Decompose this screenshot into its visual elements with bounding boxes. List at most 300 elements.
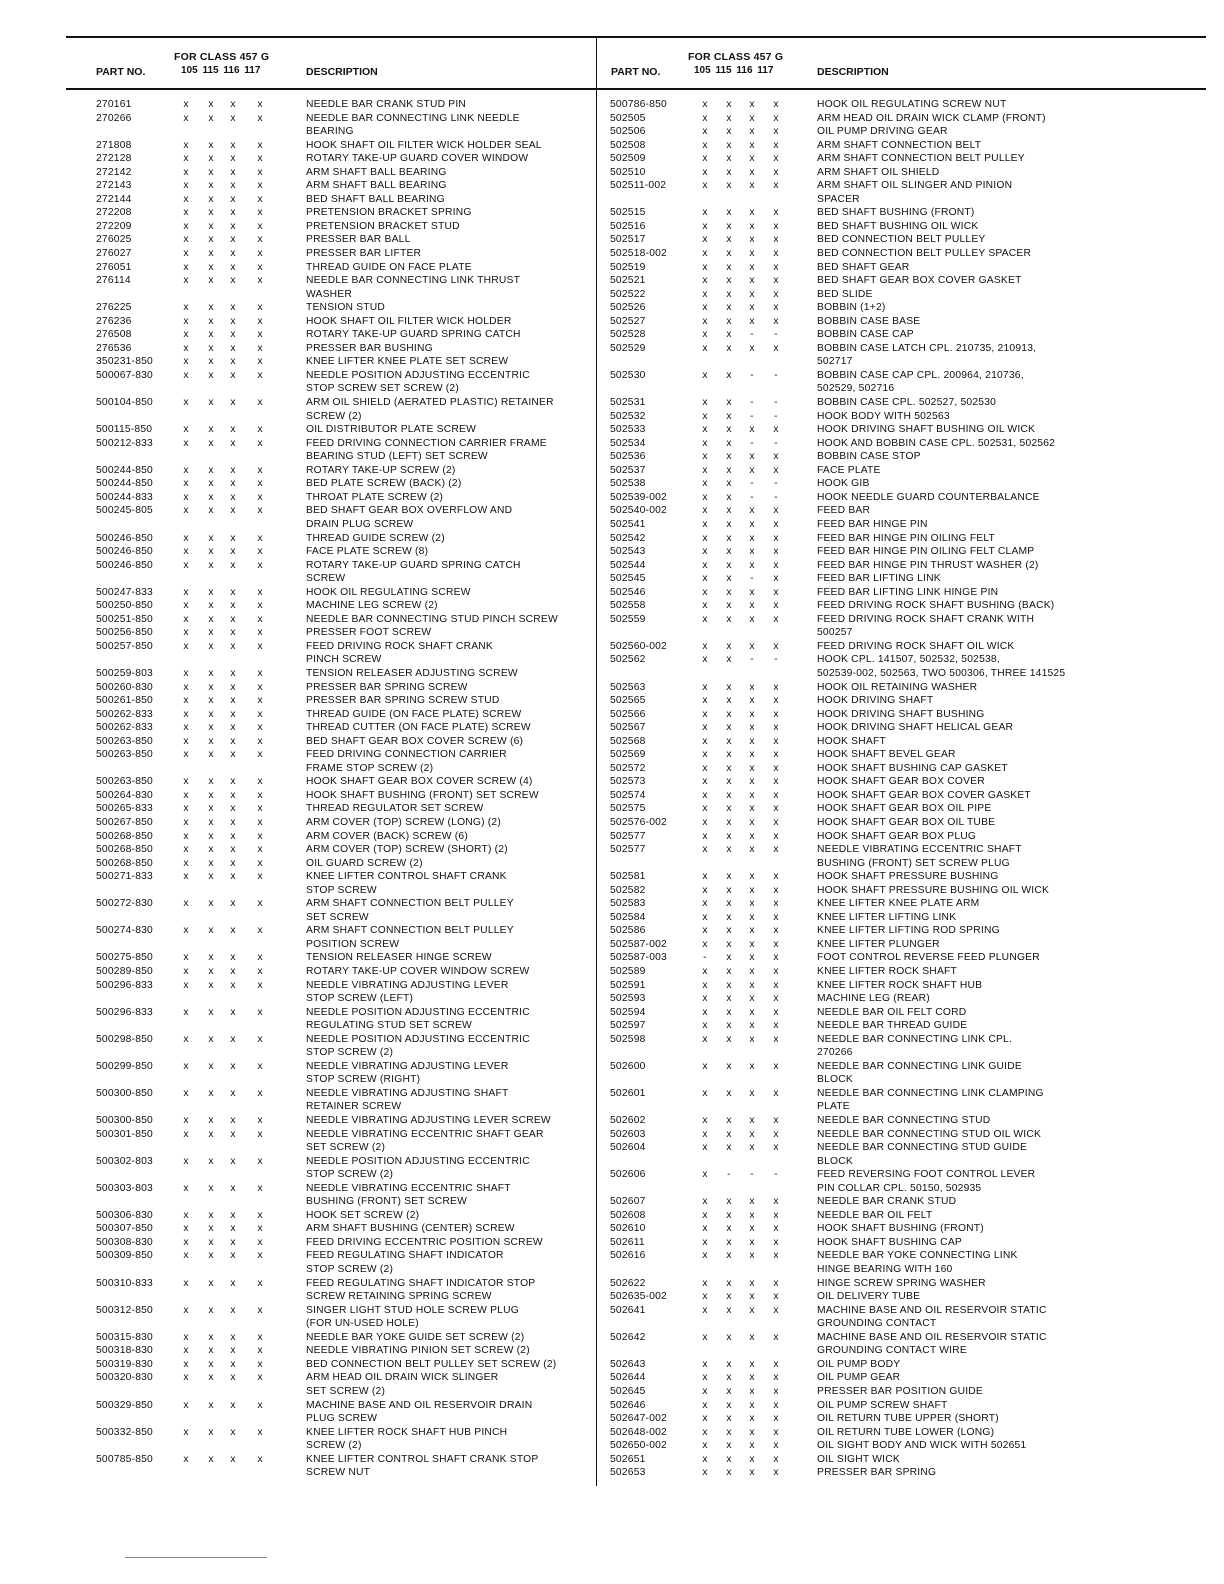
part-description: ARM SHAFT CONNECTION BELT PULLEY (306, 925, 514, 937)
class-mark: x (749, 938, 755, 950)
part-number: 502622 (610, 1277, 646, 1289)
class-mark: x (749, 722, 755, 734)
part-number: 500786-850 (610, 99, 667, 110)
class-mark: x (257, 857, 263, 869)
class-mark: - (750, 397, 754, 409)
class-mark: x (183, 1426, 189, 1438)
class-mark: x (183, 1358, 189, 1370)
part-description: HOOK DRIVING SHAFT BUSHING OIL WICK (817, 424, 1036, 436)
class-mark: x (183, 667, 189, 679)
part-description: BED SHAFT BALL BEARING (306, 193, 445, 205)
part-description: NEEDLE VIBRATING ECCENTRIC SHAFT (817, 844, 1022, 856)
part-row (610, 396, 1210, 410)
class-mark: x (773, 911, 779, 923)
part-number: 502606 (610, 1169, 646, 1181)
class-mark: x (702, 600, 708, 612)
part-description: SET SCREW (2) (306, 1385, 386, 1397)
part-row (96, 694, 596, 708)
part-description: SCREW RETAINING SPRING SCREW (306, 1291, 492, 1303)
class-mark: x (230, 1087, 236, 1099)
part-description: SET SCREW (306, 911, 369, 923)
part-description: BOBBIN CASE STOP (817, 451, 921, 463)
part-row (610, 1141, 1210, 1168)
part-number: 276536 (96, 342, 132, 354)
part-description: ROTARY TAKE-UP SCREW (2) (306, 464, 456, 476)
class-mark: x (726, 708, 732, 720)
part-row (610, 1412, 1210, 1426)
part-number: 502510 (610, 166, 646, 178)
class-mark: x (230, 830, 236, 842)
part-number: 500260-830 (96, 681, 153, 693)
class-mark: x (208, 1372, 214, 1384)
class-mark: x (702, 1453, 708, 1465)
class-mark: x (230, 1115, 236, 1127)
part-row (96, 342, 596, 356)
part-number: 502593 (610, 993, 646, 1005)
part-row (610, 1236, 1210, 1250)
part-number: 276225 (96, 302, 132, 314)
class-mark: x (702, 640, 708, 652)
part-row (610, 1168, 1210, 1195)
part-description: HOOK SHAFT GEAR BOX PLUG (817, 830, 977, 842)
class-mark: - (774, 478, 778, 490)
part-row (610, 1277, 1210, 1291)
class-mark: x (773, 762, 779, 774)
class-mark: x (702, 1467, 708, 1479)
part-description: ARM COVER (TOP) SCREW (LONG) (2) (306, 816, 501, 828)
part-number: 502528 (610, 329, 646, 341)
class-mark: x (183, 1006, 189, 1018)
class-mark: x (208, 1426, 214, 1438)
class-mark: x (773, 803, 779, 815)
part-row (96, 233, 596, 247)
class-mark: x (183, 356, 189, 368)
part-row (610, 1399, 1210, 1413)
class-mark: x (773, 925, 779, 937)
class-mark: x (257, 153, 263, 165)
class-mark: x (183, 180, 189, 192)
part-description: BED SHAFT GEAR BOX COVER GASKET (817, 275, 1022, 287)
part-row (96, 775, 596, 789)
class-mark: x (726, 1209, 732, 1221)
part-description: THREAD CUTTER (ON FACE PLATE) SCREW (306, 722, 531, 734)
part-row (96, 789, 596, 803)
part-number: 500268-850 (96, 844, 153, 856)
part-number: 502544 (610, 559, 646, 571)
class-mark: x (230, 464, 236, 476)
class-mark: x (702, 491, 708, 503)
class-mark: x (749, 586, 755, 598)
part-description: BED SLIDE (817, 288, 873, 300)
part-description: BEARING (306, 126, 354, 138)
part-description: HOOK OIL RETAINING WASHER (817, 681, 978, 693)
class-mark: x (749, 952, 755, 964)
class-mark: x (702, 586, 708, 598)
part-description: PLUG SCREW (306, 1413, 378, 1425)
part-number: 502517 (610, 234, 646, 246)
class-mark: x (726, 397, 732, 409)
part-row (610, 261, 1210, 275)
class-mark: - (750, 329, 754, 341)
class-mark: x (208, 1182, 214, 1194)
part-number: 502584 (610, 911, 646, 923)
class-mark: x (773, 464, 779, 476)
class-mark: x (773, 695, 779, 707)
part-number: 500104-850 (96, 397, 153, 409)
class-mark: x (230, 695, 236, 707)
class-mark: x (726, 261, 732, 273)
class-mark: x (702, 397, 708, 409)
part-number: 500303-803 (96, 1182, 153, 1194)
class-mark: x (749, 180, 755, 192)
class-mark: x (208, 600, 214, 612)
class-mark: x (208, 180, 214, 192)
part-number: 500312-850 (96, 1304, 153, 1316)
class-mark: x (183, 437, 189, 449)
part-row (96, 1060, 596, 1087)
class-mark: x (773, 1331, 779, 1343)
class-mark: x (208, 803, 214, 815)
class-mark: - (703, 952, 707, 964)
class-mark: x (208, 966, 214, 977)
class-mark: x (702, 1413, 708, 1425)
part-number: 502602 (610, 1115, 646, 1127)
part-number: 502635-002 (610, 1291, 667, 1303)
class-mark: x (749, 925, 755, 937)
part-number: 502558 (610, 600, 646, 612)
part-row (610, 1426, 1210, 1440)
part-row (96, 491, 596, 505)
part-description: BED SHAFT GEAR (817, 261, 910, 273)
class-mark: x (726, 532, 732, 544)
class-mark: x (257, 207, 263, 219)
class-mark: x (726, 275, 732, 287)
class-mark: x (208, 1304, 214, 1316)
class-mark: x (749, 234, 755, 246)
part-row (610, 179, 1210, 206)
class-mark: x (702, 613, 708, 625)
part-number: 272144 (96, 193, 132, 205)
part-number: 502591 (610, 979, 646, 991)
part-row (96, 247, 596, 261)
class-mark: x (749, 1209, 755, 1221)
class-mark: - (750, 573, 754, 585)
part-number: 502587-002 (610, 938, 667, 950)
class-mark: x (773, 586, 779, 598)
class-mark: x (257, 803, 263, 815)
class-mark: x (702, 735, 708, 747)
class-mark: x (183, 1250, 189, 1262)
part-description: OIL PUMP GEAR (817, 1372, 901, 1384)
class-mark: x (230, 749, 236, 761)
part-description: THREAD GUIDE SCREW (2) (306, 532, 445, 544)
part-description: FEED DRIVING ROCK SHAFT OIL WICK (817, 640, 1015, 652)
part-row (610, 1006, 1210, 1020)
part-number: 500115-850 (96, 424, 153, 436)
part-number: 272208 (96, 207, 132, 219)
class-mark: x (773, 1236, 779, 1248)
part-row (610, 301, 1210, 315)
class-mark: x (702, 966, 708, 977)
part-row (610, 288, 1210, 302)
part-description: NEEDLE VIBRATING ADJUSTING LEVER SCREW (306, 1115, 551, 1127)
class-mark: x (257, 329, 263, 341)
part-description: BOBBIN (1+2) (817, 302, 886, 314)
class-mark: - (774, 654, 778, 666)
part-number: 500264-830 (96, 789, 153, 801)
class-mark: x (773, 749, 779, 761)
class-mark: x (230, 193, 236, 205)
class-mark: x (183, 1331, 189, 1343)
class-mark: x (773, 1399, 779, 1411)
class-mark: x (726, 99, 732, 110)
class-mark: x (183, 112, 189, 124)
class-mark: x (257, 952, 263, 964)
part-description: PRESSER BAR BUSHING (306, 342, 433, 354)
part-description: ROTARY TAKE-UP GUARD SPRING CATCH (306, 329, 521, 341)
class-mark: x (749, 464, 755, 476)
class-mark: x (183, 952, 189, 964)
part-number: 500244-850 (96, 464, 153, 476)
part-number: 502572 (610, 762, 646, 774)
class-mark: x (257, 749, 263, 761)
class-mark: x (726, 1399, 732, 1411)
part-row (610, 220, 1210, 234)
class-mark: x (257, 586, 263, 598)
class-mark: x (183, 1182, 189, 1194)
class-mark: x (208, 776, 214, 788)
class-mark: x (702, 315, 708, 327)
part-number: 502603 (610, 1128, 646, 1140)
part-row (610, 1222, 1210, 1236)
class-mark: x (208, 261, 214, 273)
part-description: NEEDLE BAR CONNECTING LINK CLAMPING (817, 1087, 1044, 1099)
part-description: HOOK SHAFT GEAR BOX OIL PIPE (817, 803, 992, 815)
class-mark: x (230, 261, 236, 273)
class-mark: x (208, 749, 214, 761)
part-number: 500308-830 (96, 1236, 153, 1248)
part-row (610, 315, 1210, 329)
class-mark: x (702, 898, 708, 910)
part-number: 502542 (610, 532, 646, 544)
part-row (610, 613, 1210, 640)
part-number: 500265-833 (96, 803, 153, 815)
part-row (96, 220, 596, 234)
part-number: 502508 (610, 139, 646, 151)
part-row (96, 301, 596, 315)
part-row (610, 640, 1210, 654)
part-description: FEED BAR LIFTING LINK (817, 573, 941, 585)
class-mark: x (773, 979, 779, 991)
class-mark: x (230, 1345, 236, 1357)
class-mark: x (702, 816, 708, 828)
class-mark: x (183, 613, 189, 625)
part-number: 500298-850 (96, 1033, 153, 1045)
class-mark: x (726, 315, 732, 327)
part-row (610, 735, 1210, 749)
class-mark: x (183, 681, 189, 693)
class-mark: x (230, 1006, 236, 1018)
class-mark: x (702, 207, 708, 219)
part-description: BOBBIN CASE BASE (817, 315, 921, 327)
part-row (96, 152, 596, 166)
part-row (96, 112, 596, 139)
class-mark: x (702, 1291, 708, 1303)
class-mark: x (208, 546, 214, 558)
class-mark: x (702, 261, 708, 273)
class-mark: - (774, 410, 778, 422)
class-mark: x (257, 234, 263, 246)
part-number: 272128 (96, 153, 132, 165)
class-mark: x (257, 369, 263, 381)
class-mark: x (749, 600, 755, 612)
part-number: 500296-833 (96, 1006, 153, 1018)
part-description: NEEDLE VIBRATING ADJUSTING LEVER (306, 979, 509, 991)
part-description: MACHINE LEG SCREW (2) (306, 600, 438, 612)
part-description: PRESSER BAR SPRING (817, 1467, 937, 1479)
part-number: 502577 (610, 844, 646, 856)
class-mark: x (208, 586, 214, 598)
part-description: STOP SCREW (2) (306, 1047, 394, 1059)
part-row (610, 206, 1210, 220)
class-mark: x (208, 1128, 214, 1140)
class-mark: x (773, 776, 779, 788)
class-mark: x (726, 1331, 732, 1343)
part-description: FEED REVERSING FOOT CONTROL LEVER (817, 1169, 1036, 1181)
class-mark: x (230, 532, 236, 544)
part-number: 502600 (610, 1060, 646, 1072)
part-description: KNEE LIFTER PLUNGER (817, 938, 940, 950)
part-description: PLATE (817, 1101, 850, 1113)
part-description: BUSHING (FRONT) SET SCREW PLUG (817, 857, 1010, 869)
part-description: SPACER (817, 193, 860, 205)
class-mark: x (749, 749, 755, 761)
class-mark: x (257, 695, 263, 707)
part-description: STOP SCREW SET SCREW (2) (306, 383, 459, 395)
part-row (610, 1195, 1210, 1209)
part-description: TENSION STUD (306, 302, 386, 314)
class-mark: x (702, 112, 708, 124)
part-description: PIN COLLAR CPL. 50150, 502935 (817, 1182, 982, 1194)
part-number: 500319-830 (96, 1358, 153, 1370)
part-description: HOOK SHAFT GEAR BOX COVER SCREW (4) (306, 776, 533, 788)
part-row (610, 938, 1210, 952)
class-mark: x (257, 1115, 263, 1127)
class-mark: x (773, 1291, 779, 1303)
class-mark: x (230, 708, 236, 720)
class-mark: - (750, 410, 754, 422)
part-description: STOP SCREW (306, 884, 377, 896)
class-mark: x (257, 613, 263, 625)
part-number: 271808 (96, 139, 132, 151)
class-mark: x (257, 1087, 263, 1099)
class-mark: x (230, 979, 236, 991)
class-mark: x (702, 1020, 708, 1032)
class-mark: x (702, 1033, 708, 1045)
class-mark: x (773, 1277, 779, 1289)
part-row (96, 1331, 596, 1345)
part-description: NEEDLE VIBRATING ADJUSTING SHAFT (306, 1087, 509, 1099)
class-mark: x (749, 789, 755, 801)
part-row (610, 1019, 1210, 1033)
part-description: HOOK SHAFT BUSHING (FRONT) SET SCREW (306, 789, 539, 801)
class-mark: x (230, 600, 236, 612)
class-mark: x (257, 112, 263, 124)
part-number: 500315-830 (96, 1331, 153, 1343)
part-description: ROTARY TAKE-UP GUARD SPRING CATCH (306, 559, 521, 571)
part-number: 502511-002 (610, 180, 667, 192)
class-mark: x (230, 315, 236, 327)
class-mark: x (726, 1223, 732, 1235)
part-row (96, 139, 596, 153)
part-row (610, 532, 1210, 546)
class-mark: x (183, 532, 189, 544)
class-mark: x (749, 451, 755, 463)
class-mark: x (702, 505, 708, 517)
part-description: BED CONNECTION BELT PULLEY SPACER (817, 248, 1032, 260)
part-row (96, 179, 596, 193)
part-description: FEED BAR LIFTING LINK HINGE PIN (817, 586, 999, 598)
class-mark: x (726, 139, 732, 151)
class-mark: x (726, 248, 732, 260)
part-number: 276236 (96, 315, 132, 327)
part-row (610, 830, 1210, 844)
class-mark: x (230, 857, 236, 869)
class-mark: x (726, 1033, 732, 1045)
part-no-header: PART NO. (611, 66, 661, 78)
class-mark: x (702, 776, 708, 788)
part-description: NEEDLE BAR CONNECTING LINK GUIDE (817, 1060, 1022, 1072)
class-mark: x (208, 789, 214, 801)
class-mark: x (257, 667, 263, 679)
class-mark: x (726, 803, 732, 815)
column-divider (596, 38, 597, 1486)
class-mark: x (702, 1440, 708, 1452)
class-mark: x (230, 356, 236, 368)
class-mark: x (749, 1142, 755, 1154)
part-row (610, 1249, 1210, 1276)
part-number: 502616 (610, 1250, 646, 1262)
part-row (96, 1236, 596, 1250)
class-mark: x (702, 1169, 708, 1181)
class-mark: x (230, 1331, 236, 1343)
part-row (610, 762, 1210, 776)
class-mark: x (257, 248, 263, 260)
part-row (96, 843, 596, 857)
for-class-header: FOR CLASS 457 G (174, 51, 270, 63)
class-mark: x (749, 993, 755, 1005)
class-mark: x (726, 816, 732, 828)
part-description: FEED DRIVING CONNECTION CARRIER FRAME (306, 437, 547, 449)
part-description: THROAT PLATE SCREW (2) (306, 491, 444, 503)
class-mark: x (183, 1345, 189, 1357)
class-mark: x (230, 1209, 236, 1221)
class-mark: x (726, 586, 732, 598)
class-mark: x (773, 722, 779, 734)
class-mark: x (702, 1115, 708, 1127)
part-number: 500310-833 (96, 1277, 153, 1289)
class-mark: x (749, 1385, 755, 1397)
class-mark: x (726, 1426, 732, 1438)
part-number: 500261-850 (96, 695, 153, 707)
class-mark: x (773, 1033, 779, 1045)
class-mark: x (726, 220, 732, 232)
part-description: HOOK DRIVING SHAFT BUSHING (817, 708, 985, 720)
part-description: DRAIN PLUG SCREW (306, 518, 414, 530)
class-mark: x (702, 762, 708, 774)
class-mark: x (749, 1250, 755, 1262)
part-row (610, 775, 1210, 789)
